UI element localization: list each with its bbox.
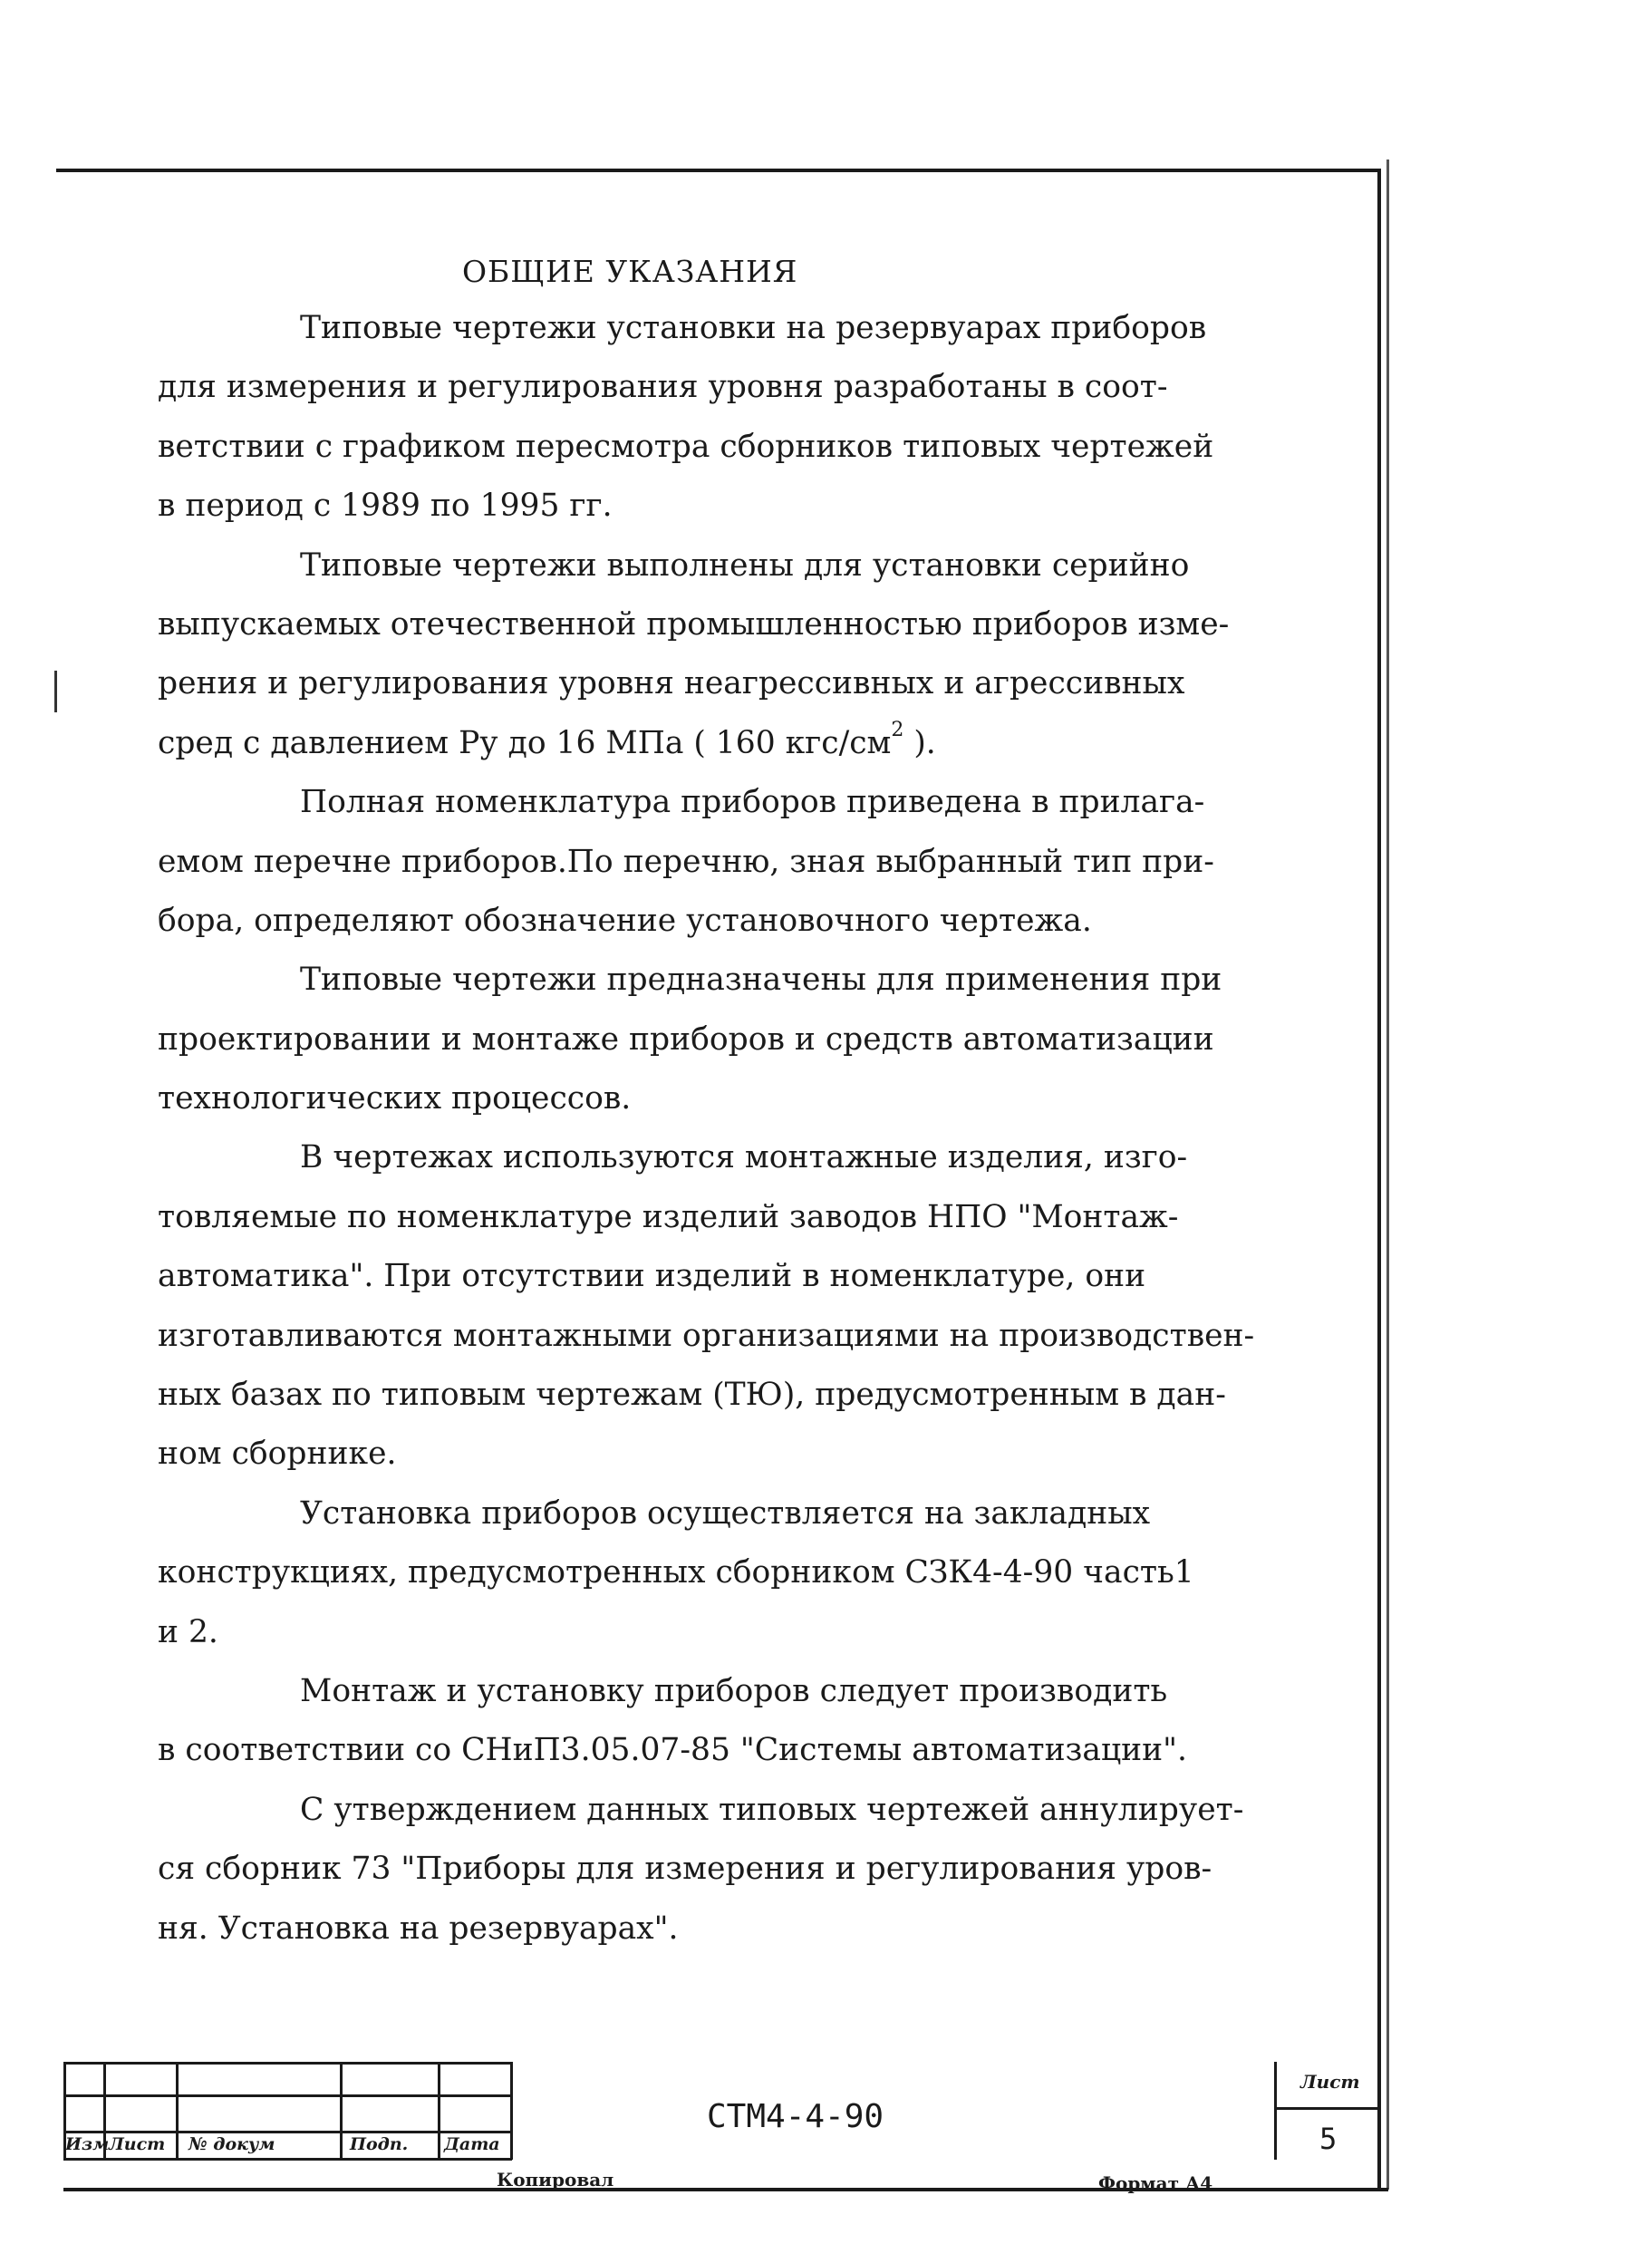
superscript: 2 (891, 719, 904, 742)
column-change: Изм (65, 2134, 110, 2154)
text-line-content: автоматика". При отсутствии изделий в номенклатуре, они (158, 1258, 1146, 1295)
text-line-content: выпускаемых отечественной промышленностью приборов изме- (158, 605, 1230, 643)
text-line (158, 714, 1290, 773)
text-line (158, 773, 1290, 832)
text-line-content: для измерения и регулирования уровня разработаны в соот- (158, 369, 1168, 406)
text-line (158, 477, 1290, 536)
text-line (158, 1247, 1290, 1306)
text-line (158, 892, 1290, 951)
document-body (158, 299, 1290, 1958)
text-line-content: емом перечне приборов.По перечню, зная выбранный тип при- (158, 843, 1214, 880)
text-line (158, 537, 1290, 595)
text-line (158, 1484, 1290, 1543)
document-code: СТМ4-4-90 (707, 2098, 884, 2135)
text-line (158, 951, 1290, 1010)
frame-right-border (1377, 169, 1381, 2191)
text-line (158, 1425, 1290, 1484)
text-line (158, 833, 1290, 892)
text-line-content: проектировании и монтаже приборов и средств автоматизации (158, 1020, 1214, 1058)
text-line-content: товляемые по номенклатуре изделий заводов НПО "Монтаж- (158, 1198, 1179, 1235)
text-line-content: ня. Установка на резервуарах". (158, 1910, 679, 1947)
text-line-content: Типовые чертежи установки на резервуарах приборов (300, 310, 1207, 346)
text-line-content: Полная номенклатура приборов приведена в прилага- (300, 784, 1205, 821)
text-line-content: изготавливаются монтажными организациями на производствен- (158, 1317, 1255, 1354)
text-line (158, 1900, 1290, 1958)
text-line (158, 1069, 1290, 1128)
text-line-content: ся сборник 73 "Приборы для измерения и регулирования уров- (158, 1851, 1212, 1888)
text-line (158, 1188, 1290, 1247)
text-line (158, 1781, 1290, 1840)
document-title: ОБЩИЕ УКАЗАНИЯ (462, 254, 798, 289)
text-line-content: Типовые чертежи выполнены для установки серийно (300, 546, 1190, 584)
text-line (158, 1128, 1290, 1187)
column-date: Дата (444, 2134, 500, 2154)
text-line-content: сред с давлением Ру до 16 МПа ( 160 кгс/см (158, 724, 892, 761)
text-line-content: и 2. (158, 1613, 218, 1650)
text-line-content: ветствии с графиком пересмотра сборников типовых чертежей (158, 428, 1214, 465)
text-line-content: технологических процессов. (158, 1080, 632, 1117)
text-line (158, 1011, 1290, 1069)
text-line (158, 299, 1290, 358)
text-line (158, 358, 1290, 417)
text-line-content: Установка приборов осуществляется на закладных (300, 1494, 1151, 1532)
sheet-label: Лист (1300, 2071, 1360, 2093)
text-line-tail: ). (903, 724, 936, 761)
text-line-content: рения и регулирования уровня неагрессивных и агрессивных (158, 665, 1185, 702)
text-line (158, 654, 1290, 713)
document-sheet (56, 172, 1377, 2188)
text-line-content: в соответствии со СНиП3.05.07-85 "Системы автоматизации". (158, 1732, 1187, 1769)
text-line-content: ном сборнике. (158, 1436, 397, 1473)
text-line (158, 1366, 1290, 1425)
column-sheet: Лист (109, 2134, 166, 2154)
title-block (63, 2062, 1377, 2161)
text-line (158, 595, 1290, 654)
text-line-content: С утверждением данных типовых чертежей аннулирует- (300, 1791, 1244, 1828)
text-line (158, 418, 1290, 477)
text-line (158, 1543, 1290, 1602)
frame-outer-right-border (1386, 160, 1389, 2190)
text-line-content: ных базах по типовым чертежам (ТЮ), предусмотренным в дан- (158, 1377, 1226, 1414)
text-line-content: Монтаж и установку приборов следует производить (300, 1672, 1168, 1709)
text-line (158, 1603, 1290, 1662)
text-line-content: конструкциях, предусмотренных сборником СЗК4-4-90 часть1 (158, 1554, 1194, 1591)
text-line-content: Типовые чертежи предназначены для применения при (300, 962, 1222, 999)
column-doc-number: № докум (188, 2134, 275, 2154)
text-line (158, 1307, 1290, 1366)
column-signature: Подп. (350, 2134, 409, 2154)
text-line-content: в период с 1989 по 1995 гг. (158, 488, 613, 525)
text-line (158, 1840, 1290, 1899)
sheet-number: 5 (1319, 2122, 1338, 2156)
format-label: Формат А4 (1098, 2172, 1213, 2194)
text-line-content: В чертежах используются монтажные изделия, изго- (300, 1139, 1188, 1176)
copied-by-label: Копировал (497, 2169, 614, 2190)
text-line (158, 1721, 1290, 1780)
text-line-content: бора, определяют обозначение установочного чертежа. (158, 902, 1092, 939)
text-line (158, 1662, 1290, 1721)
